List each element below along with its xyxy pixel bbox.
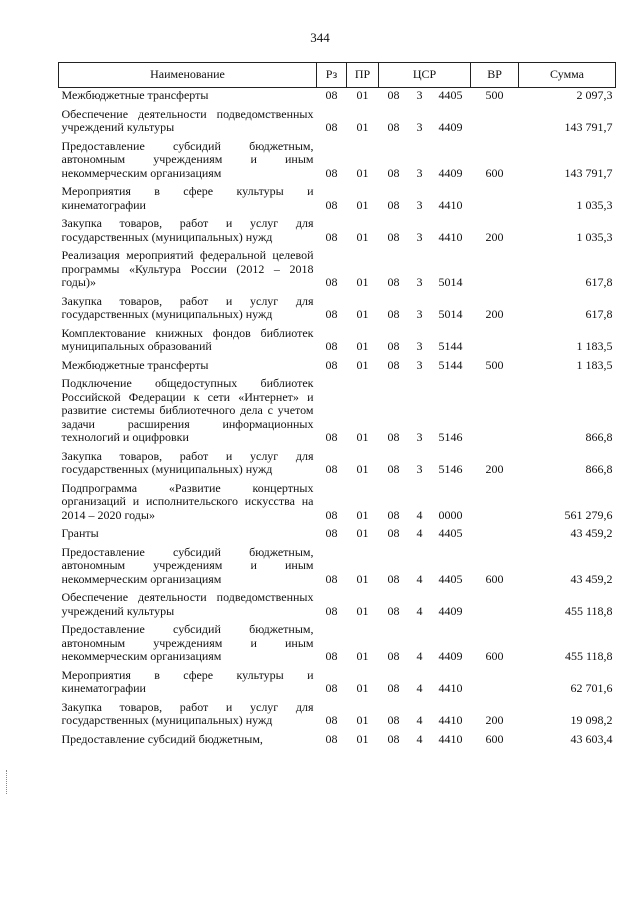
row-csr-a: 08 <box>387 603 400 618</box>
row-pr: 01 <box>356 731 369 746</box>
row-csr-a: 08 <box>387 713 400 727</box>
row-csr-c: 4405 <box>438 571 463 586</box>
row-pr: 01 <box>356 571 369 586</box>
row-csr-b: 4 <box>416 603 423 618</box>
table-body <box>59 88 616 747</box>
table-row <box>59 322 616 354</box>
row-name: Комплектование книжных фондов библиотек муниципальных образований <box>61 325 314 353</box>
row-csr-a: 08 <box>387 120 400 134</box>
table-header <box>59 63 616 88</box>
row-csr-a: 08 <box>387 165 400 180</box>
row-csr-b: 4 <box>416 571 423 586</box>
row-rz: 08 <box>325 357 338 372</box>
row-csr-a: 08 <box>387 731 400 746</box>
row-sum: 1 183,5 <box>576 339 613 353</box>
row-sum: 19 098,2 <box>570 713 613 727</box>
table-row <box>59 180 616 212</box>
header-name: Наименование <box>59 63 317 88</box>
row-pr: 01 <box>356 507 369 522</box>
row-name: Закупка товаров, работ и услуг для государственных (муниципальных) нужд <box>61 448 314 476</box>
header-pr: ПР <box>347 63 379 88</box>
margin-mark <box>6 770 8 794</box>
table-row <box>59 372 616 445</box>
row-pr: 01 <box>356 197 369 212</box>
row-rz: 08 <box>325 731 338 746</box>
row-vr: 500 <box>485 357 504 372</box>
row-name: Предоставление субсидий бюджетным, автономным учреждениям и иным некоммерческим организациям <box>61 622 314 663</box>
row-pr: 01 <box>356 603 369 618</box>
table-row <box>59 244 616 290</box>
header-sum: Сумма <box>519 63 616 88</box>
table-row <box>59 586 616 618</box>
row-sum: 143 791,7 <box>564 165 613 180</box>
table-row <box>59 445 616 477</box>
row-vr: 600 <box>485 731 504 746</box>
header-csr: ЦСР <box>379 63 471 88</box>
table-row <box>59 88 616 103</box>
row-name: Подключение общедоступных библиотек Российской Федерации к сети «Интернет» и развитие системы библиотечного дела с учетом задачи расширения информационных технологий и оцифровки <box>61 376 314 444</box>
row-sum: 866,8 <box>585 462 613 476</box>
row-csr-c: 4410 <box>438 681 463 695</box>
row-pr: 01 <box>356 165 369 180</box>
row-csr-a: 08 <box>387 526 400 540</box>
row-pr: 01 <box>356 526 369 540</box>
row-sum: 455 118,8 <box>564 649 613 663</box>
row-rz: 08 <box>325 339 338 353</box>
row-rz: 08 <box>325 229 338 244</box>
row-sum: 43 603,4 <box>570 731 613 746</box>
row-csr-c: 4409 <box>438 603 463 618</box>
table-row <box>59 212 616 244</box>
row-csr-c: 4405 <box>438 526 463 540</box>
row-vr <box>471 372 519 445</box>
row-csr-b: 3 <box>416 307 423 321</box>
table-row <box>59 135 616 181</box>
row-csr-a: 08 <box>387 229 400 244</box>
row-csr-a: 08 <box>387 571 400 586</box>
row-sum: 561 279,6 <box>564 507 613 522</box>
row-csr-b: 3 <box>416 88 423 102</box>
row-pr: 01 <box>356 462 369 476</box>
row-csr-b: 4 <box>416 713 423 727</box>
row-csr-a: 08 <box>387 681 400 695</box>
row-csr-c: 5146 <box>438 462 463 476</box>
row-sum: 2 097,3 <box>576 88 613 102</box>
row-vr <box>471 522 519 541</box>
row-rz: 08 <box>325 603 338 618</box>
row-csr-c: 5144 <box>438 357 463 372</box>
header-vr: ВР <box>471 63 519 88</box>
row-name: Закупка товаров, работ и услуг для государственных (муниципальных) нужд <box>61 699 314 727</box>
row-pr: 01 <box>356 229 369 244</box>
row-csr-c: 4409 <box>438 649 463 663</box>
row-name: Предоставление субсидий бюджетным, автономным учреждениям и иным некоммерческим организациям <box>61 544 314 586</box>
row-csr-c: 0000 <box>438 507 463 522</box>
row-csr-b: 3 <box>416 197 423 212</box>
row-pr: 01 <box>356 649 369 663</box>
row-csr-c: 4410 <box>438 229 463 244</box>
row-vr: 500 <box>485 88 504 102</box>
row-pr: 01 <box>356 120 369 134</box>
row-sum: 62 701,6 <box>570 681 613 695</box>
row-csr-c: 4410 <box>438 731 463 746</box>
row-rz: 08 <box>325 713 338 727</box>
row-pr: 01 <box>356 681 369 695</box>
table-row <box>59 290 616 322</box>
row-rz: 08 <box>325 165 338 180</box>
row-name: Мероприятия в сфере культуры и кинематографии <box>61 184 314 212</box>
row-vr <box>471 322 519 354</box>
row-name: Подпрограмма «Развитие концертных организаций и исполнительского искусства на 2014 – 2020 годы» <box>61 480 314 522</box>
row-sum: 143 791,7 <box>564 120 613 134</box>
row-sum: 43 459,2 <box>570 571 613 586</box>
row-sum: 455 118,8 <box>564 603 613 618</box>
row-csr-a: 08 <box>387 88 400 102</box>
row-csr-b: 3 <box>416 462 423 476</box>
table-row <box>59 696 616 728</box>
row-name: Межбюджетные трансферты <box>61 88 209 102</box>
row-csr-a: 08 <box>387 462 400 476</box>
row-rz: 08 <box>325 120 338 134</box>
row-csr-b: 3 <box>416 357 423 372</box>
row-csr-b: 4 <box>416 526 423 540</box>
row-csr-a: 08 <box>387 430 400 444</box>
row-name: Реализация мероприятий федеральной целевой программы «Культура России (2012 – 2018 годы)» <box>61 248 314 289</box>
row-csr-a: 08 <box>387 507 400 522</box>
row-csr-c: 4410 <box>438 713 463 727</box>
row-vr: 200 <box>485 229 504 244</box>
row-rz: 08 <box>325 526 338 540</box>
row-pr: 01 <box>356 357 369 372</box>
row-rz: 08 <box>325 197 338 212</box>
row-sum: 866,8 <box>585 430 613 444</box>
row-vr <box>471 180 519 212</box>
row-sum: 1 035,3 <box>576 197 613 212</box>
row-csr-a: 08 <box>387 339 400 353</box>
row-name: Предоставление субсидий бюджетным, <box>61 731 263 746</box>
row-vr <box>471 664 519 696</box>
row-name: Предоставление субсидий бюджетным, автономным учреждениям и иным некоммерческим организациям <box>61 138 314 180</box>
row-vr <box>471 244 519 290</box>
row-csr-a: 08 <box>387 275 400 289</box>
row-csr-b: 3 <box>416 165 423 180</box>
row-csr-c: 4409 <box>438 120 463 134</box>
row-pr: 01 <box>356 339 369 353</box>
row-sum: 1 035,3 <box>576 229 613 244</box>
row-csr-c: 4409 <box>438 165 463 180</box>
row-name: Закупка товаров, работ и услуг для государственных (муниципальных) нужд <box>61 216 314 244</box>
row-pr: 01 <box>356 307 369 321</box>
row-vr: 600 <box>485 571 504 586</box>
row-csr-c: 4405 <box>438 88 463 102</box>
row-name: Обеспечение деятельности подведомственных учреждений культуры <box>61 106 314 134</box>
table-row <box>59 354 616 373</box>
row-name: Мероприятия в сфере культуры и кинематографии <box>61 667 314 695</box>
row-vr <box>471 103 519 135</box>
row-name: Закупка товаров, работ и услуг для государственных (муниципальных) нужд <box>61 293 314 321</box>
table-row <box>59 477 616 523</box>
row-csr-a: 08 <box>387 307 400 321</box>
row-csr-c: 5014 <box>438 307 463 321</box>
row-rz: 08 <box>325 307 338 321</box>
row-sum: 43 459,2 <box>570 526 613 540</box>
row-name: Обеспечение деятельности подведомственных учреждений культуры <box>61 590 314 618</box>
header-rz: Рз <box>317 63 347 88</box>
row-csr-b: 4 <box>416 681 423 695</box>
row-csr-c: 5014 <box>438 275 463 289</box>
budget-table <box>58 62 616 746</box>
row-csr-c: 4410 <box>438 197 463 212</box>
row-csr-b: 3 <box>416 430 423 444</box>
table-row <box>59 728 616 747</box>
row-csr-b: 4 <box>416 649 423 663</box>
row-pr: 01 <box>356 275 369 289</box>
row-vr <box>471 586 519 618</box>
row-pr: 01 <box>356 430 369 444</box>
table-row <box>59 541 616 587</box>
row-rz: 08 <box>325 88 338 102</box>
page-number: 344 <box>310 30 330 45</box>
table-row <box>59 103 616 135</box>
row-csr-c: 5146 <box>438 430 463 444</box>
row-pr: 01 <box>356 88 369 102</box>
row-rz: 08 <box>325 275 338 289</box>
row-vr: 200 <box>485 713 504 727</box>
row-csr-c: 5144 <box>438 339 463 353</box>
row-csr-a: 08 <box>387 357 400 372</box>
row-sum: 1 183,5 <box>576 357 613 372</box>
row-csr-b: 4 <box>416 507 423 522</box>
row-csr-b: 3 <box>416 120 423 134</box>
table-row <box>59 618 616 664</box>
row-vr <box>471 477 519 523</box>
row-csr-b: 3 <box>416 275 423 289</box>
row-csr-b: 3 <box>416 229 423 244</box>
row-rz: 08 <box>325 571 338 586</box>
row-vr: 600 <box>485 165 504 180</box>
row-rz: 08 <box>325 430 338 444</box>
row-vr: 200 <box>485 462 504 476</box>
row-sum: 617,8 <box>585 307 613 321</box>
row-name: Межбюджетные трансферты <box>61 357 209 372</box>
row-name: Гранты <box>61 526 99 540</box>
row-csr-a: 08 <box>387 649 400 663</box>
row-rz: 08 <box>325 649 338 663</box>
row-csr-b: 3 <box>416 339 423 353</box>
table-row <box>59 522 616 541</box>
row-vr: 600 <box>485 649 504 663</box>
row-csr-b: 4 <box>416 731 423 746</box>
table-row <box>59 664 616 696</box>
row-rz: 08 <box>325 462 338 476</box>
row-csr-a: 08 <box>387 197 400 212</box>
row-vr: 200 <box>485 307 504 321</box>
row-sum: 617,8 <box>585 275 613 289</box>
row-rz: 08 <box>325 507 338 522</box>
row-pr: 01 <box>356 713 369 727</box>
row-rz: 08 <box>325 681 338 695</box>
